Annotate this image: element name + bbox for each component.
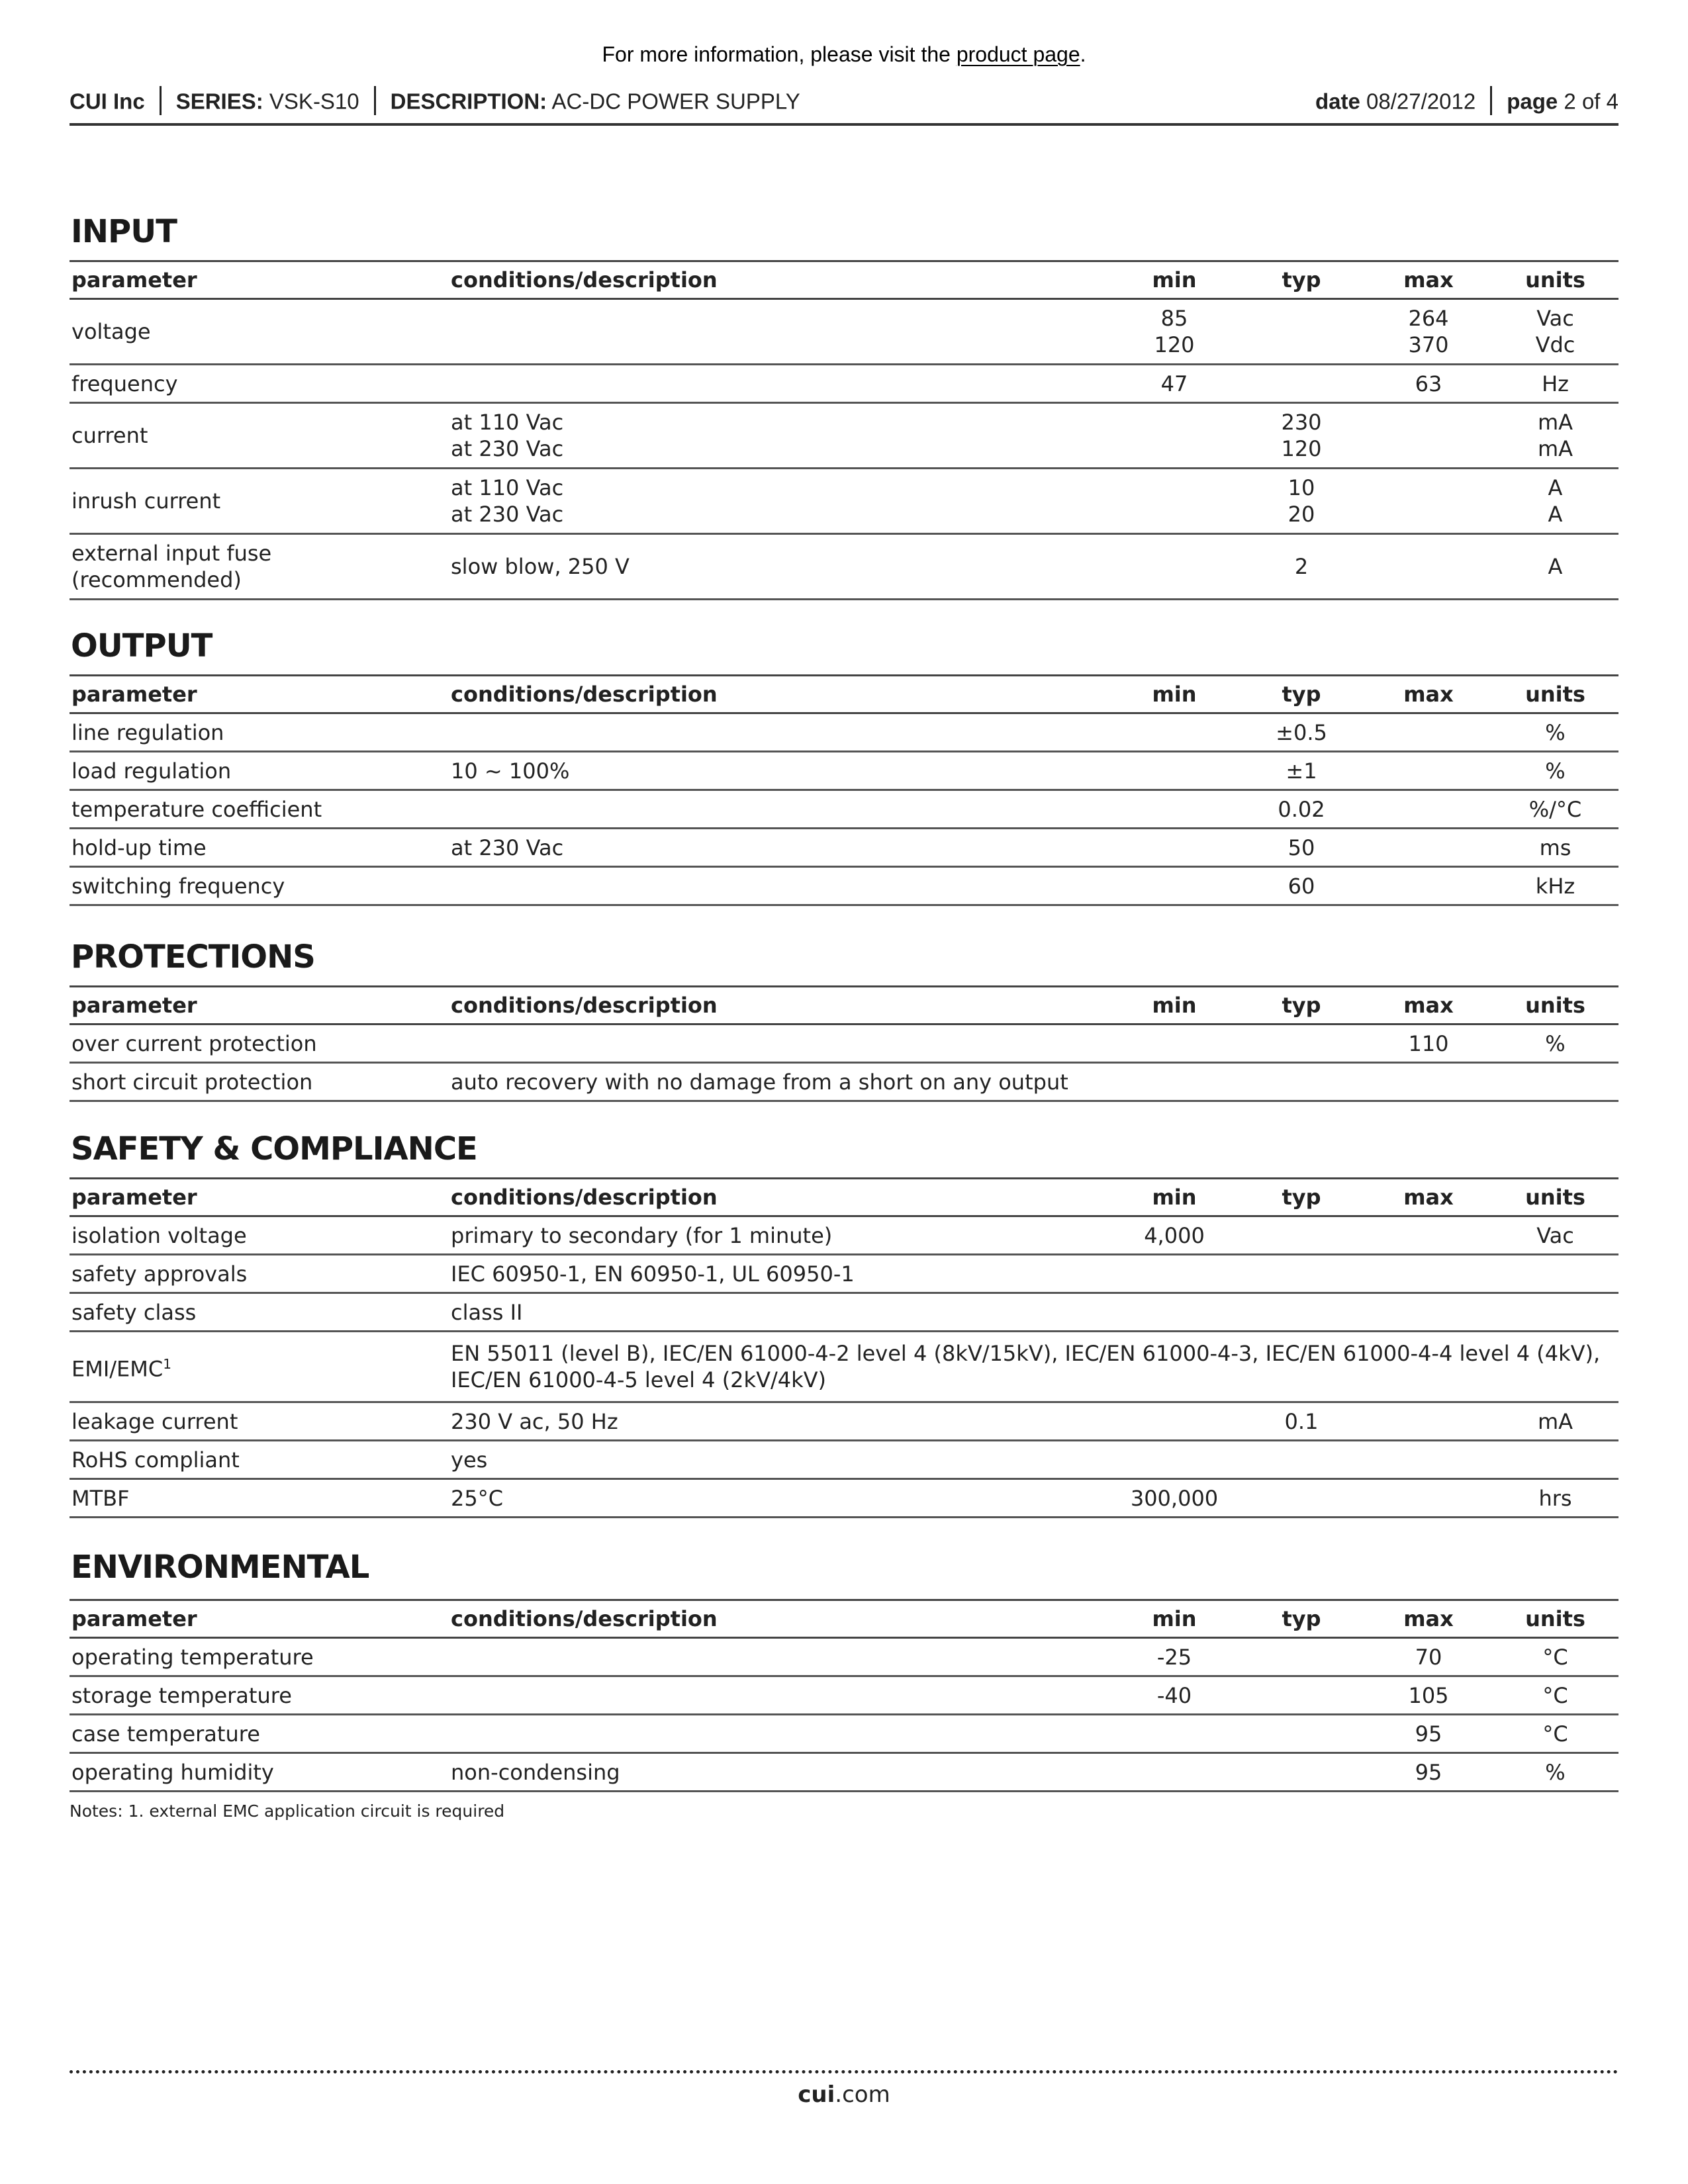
cell-min <box>1111 534 1238 600</box>
cell-min <box>1111 1715 1238 1753</box>
col-units: units <box>1492 1600 1618 1638</box>
col-min: min <box>1111 1179 1238 1216</box>
cell-conditions: EN 55011 (level B), IEC/EN 61000-4-2 level 4 (8kV/15kV), IEC/EN 61000-4-3, IEC/EN 61000-4-4 level 4 (4kV), IEC/EN 61000-4-5 level 4 (2kV/4kV) <box>449 1332 1618 1402</box>
table-row <box>70 1332 1618 1402</box>
footnote-marker: 1 <box>163 1356 171 1373</box>
col-units: units <box>1492 676 1618 713</box>
col-parameter: parameter <box>70 676 449 713</box>
date-value: 08/27/2012 <box>1366 89 1476 114</box>
cell-max <box>1365 1402 1492 1441</box>
cell-min <box>1111 403 1238 469</box>
footer-domain[interactable]: .com <box>835 2081 890 2108</box>
col-conditions: conditions/description <box>449 1600 1111 1638</box>
cell-conditions: 10 ~ 100% <box>449 752 1111 790</box>
section-title-protections: PROTECTIONS <box>71 938 315 976</box>
cell-line: (recommended) <box>71 567 242 592</box>
cell-conditions <box>449 469 1111 534</box>
cell-conditions <box>449 1676 1111 1715</box>
cell-max: 95 <box>1365 1715 1492 1753</box>
cell-typ: ±1 <box>1238 752 1365 790</box>
cell-min <box>1111 299 1238 365</box>
cell-max <box>1365 534 1492 600</box>
cell-line: 120 <box>1281 436 1322 461</box>
cell-conditions <box>449 365 1111 403</box>
cell-max <box>1365 469 1492 534</box>
cell-units: °C <box>1492 1715 1618 1753</box>
cell-parameter: switching frequency <box>70 867 449 905</box>
table-header-row <box>70 261 1618 299</box>
cell-units: °C <box>1492 1676 1618 1715</box>
cell-typ <box>1238 403 1365 469</box>
cell-parameter: temperature coefficient <box>70 790 449 829</box>
cell-max: 110 <box>1365 1024 1492 1063</box>
cell-parameter: short circuit protection <box>70 1063 449 1101</box>
cell-conditions <box>449 867 1111 905</box>
section-title-safety: SAFETY & COMPLIANCE <box>71 1130 477 1167</box>
cell-min <box>1111 469 1238 534</box>
table-row <box>70 867 1618 905</box>
page-value: 2 of 4 <box>1564 89 1618 114</box>
cell-units: hrs <box>1492 1479 1618 1518</box>
cell-max <box>1365 752 1492 790</box>
cell-typ <box>1238 365 1365 403</box>
cell-conditions: IEC 60950-1, EN 60950-1, UL 60950-1 <box>449 1255 1618 1293</box>
col-conditions: conditions/description <box>449 1179 1111 1216</box>
cell-parameter: storage temperature <box>70 1676 449 1715</box>
col-min: min <box>1111 676 1238 713</box>
cell-parameter: operating humidity <box>70 1753 449 1792</box>
cell-typ <box>1238 1479 1365 1518</box>
cell-typ: 0.02 <box>1238 790 1365 829</box>
top-info-prefix: For more information, please visit the <box>602 42 957 66</box>
col-max: max <box>1365 1600 1492 1638</box>
col-typ: typ <box>1238 261 1365 299</box>
cell-parameter: load regulation <box>70 752 449 790</box>
date-label: date <box>1315 89 1360 114</box>
table-row <box>70 1715 1618 1753</box>
cell-parameter: inrush current <box>70 469 449 534</box>
table-header-row <box>70 1600 1618 1638</box>
table-row <box>70 365 1618 403</box>
cell-min <box>1111 752 1238 790</box>
cell-typ: 0.1 <box>1238 1402 1365 1441</box>
cell-line: mA <box>1537 410 1573 435</box>
cell-max <box>1365 867 1492 905</box>
cell-units: % <box>1492 752 1618 790</box>
col-units: units <box>1492 987 1618 1024</box>
cell-parameter: safety class <box>70 1293 449 1332</box>
cell-conditions <box>449 1024 1111 1063</box>
col-max: max <box>1365 987 1492 1024</box>
cell-line: at 230 Vac <box>451 502 564 527</box>
cell-parameter: over current protection <box>70 1024 449 1063</box>
cell-conditions <box>449 790 1111 829</box>
cell-parameter: leakage current <box>70 1402 449 1441</box>
cell-min: -40 <box>1111 1676 1238 1715</box>
top-info-suffix: . <box>1080 42 1086 66</box>
cell-conditions <box>449 713 1111 752</box>
table-row <box>70 1753 1618 1792</box>
cell-conditions: auto recovery with no damage from a short on any output <box>449 1063 1618 1101</box>
cell-units: ms <box>1492 829 1618 867</box>
cell-typ <box>1238 1024 1365 1063</box>
cell-conditions: 25°C <box>449 1479 1111 1518</box>
cell-conditions <box>449 403 1111 469</box>
header-right <box>1315 89 1618 118</box>
table-row <box>70 534 1618 600</box>
series-value: VSK-S10 <box>269 89 359 114</box>
cell-units: A <box>1492 534 1618 600</box>
cell-min <box>1111 713 1238 752</box>
cell-parameter: operating temperature <box>70 1638 449 1676</box>
cell-conditions: primary to secondary (for 1 minute) <box>449 1216 1111 1255</box>
cell-units: % <box>1492 1753 1618 1792</box>
cell-conditions <box>449 1715 1111 1753</box>
cell-parameter: RoHS compliant <box>70 1441 449 1479</box>
table-row <box>70 713 1618 752</box>
col-units: units <box>1492 261 1618 299</box>
cell-min: 300,000 <box>1111 1479 1238 1518</box>
cell-conditions: non-condensing <box>449 1753 1111 1792</box>
cell-typ <box>1238 1676 1365 1715</box>
cell-typ: 2 <box>1238 534 1365 600</box>
cell-parameter: frequency <box>70 365 449 403</box>
cell-units: % <box>1492 713 1618 752</box>
cell-units: °C <box>1492 1638 1618 1676</box>
cell-line: Vdc <box>1535 332 1575 357</box>
table-row <box>70 469 1618 534</box>
cell-parameter: hold-up time <box>70 829 449 867</box>
cell-max <box>1365 1479 1492 1518</box>
cell-units: % <box>1492 1024 1618 1063</box>
safety-table <box>70 1177 1618 1518</box>
cell-max <box>1365 403 1492 469</box>
col-typ: typ <box>1238 987 1365 1024</box>
cell-typ <box>1238 1715 1365 1753</box>
col-conditions: conditions/description <box>449 987 1111 1024</box>
notes: Notes: 1. external EMC application circuit is required <box>70 1801 505 1821</box>
footer <box>0 2081 1688 2108</box>
table-row <box>70 403 1618 469</box>
table-row <box>70 1293 1618 1332</box>
col-min: min <box>1111 1600 1238 1638</box>
header-divider <box>160 86 162 115</box>
cell-units <box>1492 469 1618 534</box>
cell-line: 120 <box>1154 332 1195 357</box>
cell-max <box>1365 299 1492 365</box>
cell-units <box>1492 299 1618 365</box>
cell-parameter <box>70 534 449 600</box>
table-header-row <box>70 1179 1618 1216</box>
cell-typ: 50 <box>1238 829 1365 867</box>
cell-conditions: at 230 Vac <box>449 829 1111 867</box>
cell-min <box>1111 790 1238 829</box>
series-label: SERIES: <box>175 89 263 114</box>
cell-units: mA <box>1492 1402 1618 1441</box>
cell-line: mA <box>1537 436 1573 461</box>
cell-min: 4,000 <box>1111 1216 1238 1255</box>
cell-parameter: safety approvals <box>70 1255 449 1293</box>
table-row <box>70 1479 1618 1518</box>
cell-typ <box>1238 299 1365 365</box>
cell-typ <box>1238 469 1365 534</box>
table-row <box>70 790 1618 829</box>
cell-line: external input fuse <box>71 541 272 566</box>
cell-units: Hz <box>1492 365 1618 403</box>
cell-parameter: isolation voltage <box>70 1216 449 1255</box>
page-label: page <box>1507 89 1558 114</box>
cell-parameter: case temperature <box>70 1715 449 1753</box>
top-info-line <box>0 42 1688 67</box>
cell-conditions <box>449 1638 1111 1676</box>
col-min: min <box>1111 261 1238 299</box>
cell-conditions: class II <box>449 1293 1618 1332</box>
header-left <box>70 89 800 118</box>
section-title-environmental: ENVIRONMENTAL <box>71 1549 369 1586</box>
col-parameter: parameter <box>70 987 449 1024</box>
cell-parameter: line regulation <box>70 713 449 752</box>
cell-line: 10 <box>1288 475 1315 500</box>
col-max: max <box>1365 261 1492 299</box>
description-label: DESCRIPTION: <box>390 89 547 114</box>
input-table <box>70 260 1618 600</box>
cell-line: Vac <box>1536 306 1574 331</box>
section-title-output: OUTPUT <box>71 627 212 664</box>
cell-typ: 60 <box>1238 867 1365 905</box>
table-row <box>70 1216 1618 1255</box>
cell-line: 264 <box>1408 306 1449 331</box>
col-conditions: conditions/description <box>449 261 1111 299</box>
col-parameter: parameter <box>70 1179 449 1216</box>
output-table <box>70 674 1618 906</box>
cell-max: 63 <box>1365 365 1492 403</box>
table-row <box>70 1638 1618 1676</box>
table-row <box>70 752 1618 790</box>
table-row <box>70 1676 1618 1715</box>
cell-typ <box>1238 1216 1365 1255</box>
cell-parameter: MTBF <box>70 1479 449 1518</box>
col-min: min <box>1111 987 1238 1024</box>
col-conditions: conditions/description <box>449 676 1111 713</box>
cell-conditions: slow blow, 250 V <box>449 534 1111 600</box>
cell-line: A <box>1548 475 1563 500</box>
cell-max: 105 <box>1365 1676 1492 1715</box>
parameter-text: EMI/EMC <box>71 1356 164 1382</box>
cell-min <box>1111 829 1238 867</box>
cell-max: 70 <box>1365 1638 1492 1676</box>
cell-typ <box>1238 1753 1365 1792</box>
cell-min <box>1111 1024 1238 1063</box>
table-row <box>70 1063 1618 1101</box>
table-header-row <box>70 987 1618 1024</box>
col-typ: typ <box>1238 676 1365 713</box>
cell-line: at 230 Vac <box>451 436 564 461</box>
cell-line: 20 <box>1288 502 1315 527</box>
cell-typ <box>1238 1638 1365 1676</box>
table-row <box>70 1441 1618 1479</box>
col-max: max <box>1365 676 1492 713</box>
cell-parameter <box>70 1332 449 1402</box>
cell-parameter: voltage <box>70 299 449 365</box>
cell-line: 230 <box>1281 410 1322 435</box>
cell-min: 47 <box>1111 365 1238 403</box>
cell-parameter: current <box>70 403 449 469</box>
table-header-row <box>70 676 1618 713</box>
table-row <box>70 1402 1618 1441</box>
cell-min: -25 <box>1111 1638 1238 1676</box>
cell-units <box>1492 403 1618 469</box>
cell-units: kHz <box>1492 867 1618 905</box>
section-title-input: INPUT <box>71 213 177 250</box>
cell-line: at 110 Vac <box>451 475 564 500</box>
table-row <box>70 299 1618 365</box>
protections-table <box>70 985 1618 1102</box>
cell-typ: ±0.5 <box>1238 713 1365 752</box>
table-row <box>70 829 1618 867</box>
cell-max: 95 <box>1365 1753 1492 1792</box>
cell-min <box>1111 1402 1238 1441</box>
header-divider <box>374 86 376 115</box>
col-typ: typ <box>1238 1600 1365 1638</box>
col-parameter: parameter <box>70 261 449 299</box>
col-units: units <box>1492 1179 1618 1216</box>
footer-divider <box>70 2070 1618 2073</box>
cell-conditions: yes <box>449 1441 1618 1479</box>
cell-line: 370 <box>1408 332 1449 357</box>
description-value: AC-DC POWER SUPPLY <box>551 89 800 114</box>
col-typ: typ <box>1238 1179 1365 1216</box>
footer-brand[interactable]: cui <box>798 2081 835 2108</box>
col-parameter: parameter <box>70 1600 449 1638</box>
environmental-table <box>70 1599 1618 1792</box>
cell-min <box>1111 1753 1238 1792</box>
cell-max <box>1365 829 1492 867</box>
cell-max <box>1365 713 1492 752</box>
product-page-link[interactable]: product page <box>956 42 1080 66</box>
cell-conditions: 230 V ac, 50 Hz <box>449 1402 1111 1441</box>
table-row <box>70 1255 1618 1293</box>
company-name: CUI Inc <box>70 89 145 114</box>
cell-line: at 110 Vac <box>451 410 564 435</box>
cell-max <box>1365 790 1492 829</box>
header-divider <box>1490 86 1492 115</box>
cell-conditions <box>449 299 1111 365</box>
cell-units: Vac <box>1492 1216 1618 1255</box>
document-header <box>70 89 1618 126</box>
cell-units: %/°C <box>1492 790 1618 829</box>
cell-max <box>1365 1216 1492 1255</box>
cell-min <box>1111 867 1238 905</box>
cell-line: A <box>1548 502 1563 527</box>
col-max: max <box>1365 1179 1492 1216</box>
cell-line: 85 <box>1160 306 1188 331</box>
table-row <box>70 1024 1618 1063</box>
